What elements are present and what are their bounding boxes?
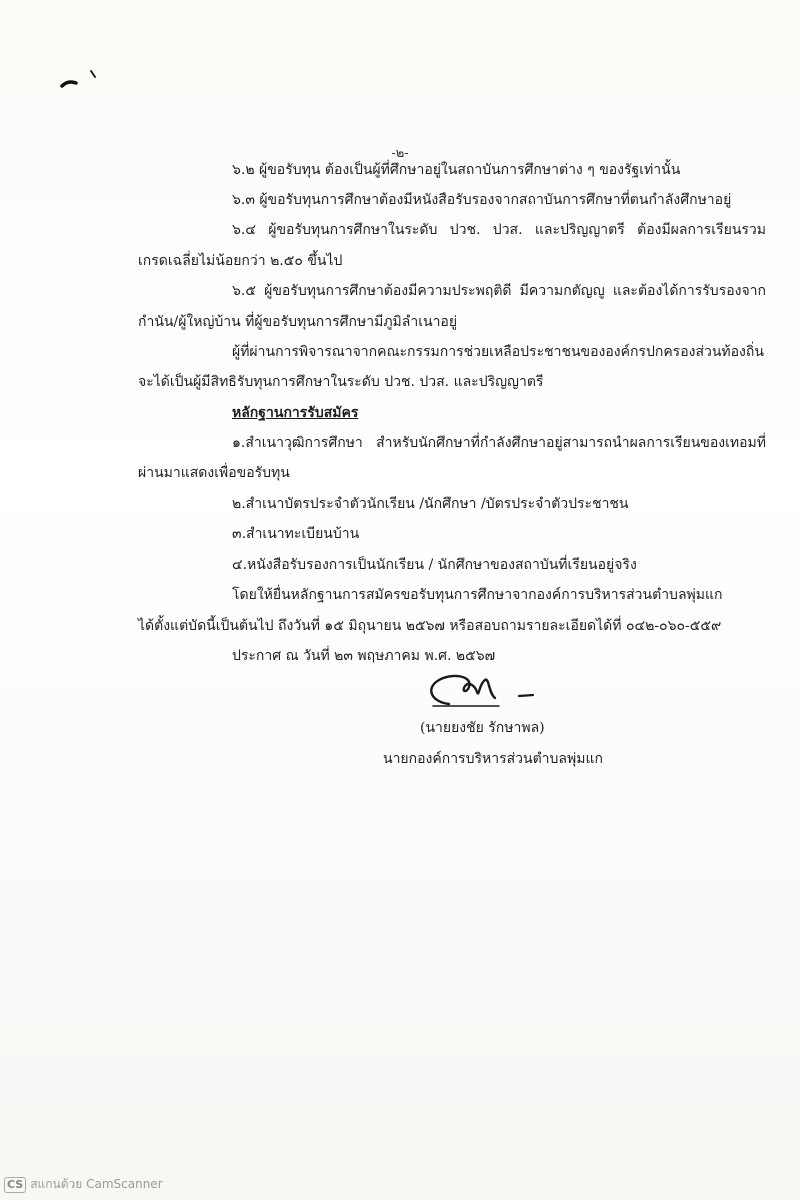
submission-line1: โดยให้ยื่นหลักฐานการสมัครขอรับทุนการศึกษาจากองค์การบริหารส่วนตำบลพุ่มแก — [232, 587, 723, 603]
item-6-4-line2: เกรดเฉลี่ยไม่น้อยกว่า ๒.๕๐ ขึ้นไป — [138, 253, 343, 269]
evidence-1-line1: ๑.สำเนาวุฒิการศึกษา สำหรับนักศึกษาที่กำลังศึกษาอยู่สามารถนำผลการเรียนของเทอมที่ — [232, 435, 766, 451]
camscanner-logo-icon: CS — [4, 1177, 26, 1193]
page-number: -๒- — [391, 146, 409, 161]
camscanner-text: สแกนด้วย CamScanner — [30, 1177, 163, 1191]
evidence-1-line2: ผ่านมาแสดงเพื่อขอรับทุน — [138, 465, 290, 481]
signer-title: นายกองค์การบริหารส่วนตำบลพุ่มแก — [383, 751, 603, 767]
item-6-5-line2: กำนัน/ผู้ใหญ่บ้าน ที่ผู้ขอรับทุนการศึกษามีภูมิลำเนาอยู่ — [138, 314, 458, 330]
item-6-2: ๖.๒ ผู้ขอรับทุน ต้องเป็นผู้ที่ศึกษาอยู่ในสถาบันการศึกษาต่าง ๆ ของรัฐเท่านั้น — [232, 162, 681, 178]
submission-line2: ได้ตั้งแต่บัดนี้เป็นต้นไป ถึงวันที่ ๑๕ มิถุนายน ๒๕๖๗ หรือสอบถามรายละเอียดได้ที่ ๐๔๒-๐๖๐-๕๕๙ — [138, 618, 722, 634]
item-6-5-line1: ๖.๕ ผู้ขอรับทุนการศึกษาต้องมีความประพฤติดี มีความกตัญญู และต้องได้การรับรองจาก — [232, 283, 766, 299]
announcement-date: ประกาศ ณ วันที่ ๒๓ พฤษภาคม พ.ศ. ๒๕๖๗ — [232, 648, 496, 664]
scan-artifact-mark — [58, 68, 106, 94]
evidence-4: ๔.หนังสือรับรองการเป็นนักเรียน / นักศึกษาของสถาบันที่เรียนอยู่จริง — [232, 557, 637, 573]
signer-name: (นายยงชัย รักษาพล) — [420, 720, 545, 736]
evidence-heading: หลักฐานการรับสมัคร — [232, 405, 359, 421]
item-6-3: ๖.๓ ผู้ขอรับทุนการศึกษาต้องมีหนังสือรับรองจากสถาบันการศึกษาที่ตนกำลังศึกษาอยู่ — [232, 192, 732, 208]
item-6-4-line1: ๖.๔ ผู้ขอรับทุนการศึกษาในระดับ ปวช. ปวส. และปริญญาตรี ต้องมีผลการเรียนรวม — [232, 222, 766, 238]
handwritten-signature — [415, 662, 545, 722]
evidence-2: ๒.สำเนาบัตรประจำตัวนักเรียน /นักศึกษา /บัตรประจำตัวประชาชน — [232, 496, 629, 512]
eligibility-line2: จะได้เป็นผู้มีสิทธิรับทุนการศึกษาในระดับ ปวช. ปวส. และปริญญาตรี — [138, 374, 544, 390]
eligibility-line1: ผู้ที่ผ่านการพิจารณาจากคณะกรรมการช่วยเหลือประชาชนขององค์กรปกครองส่วนท้องถิ่น — [232, 344, 764, 360]
evidence-3: ๓.สำเนาทะเบียนบ้าน — [232, 526, 360, 542]
camscanner-watermark — [4, 1175, 163, 1194]
